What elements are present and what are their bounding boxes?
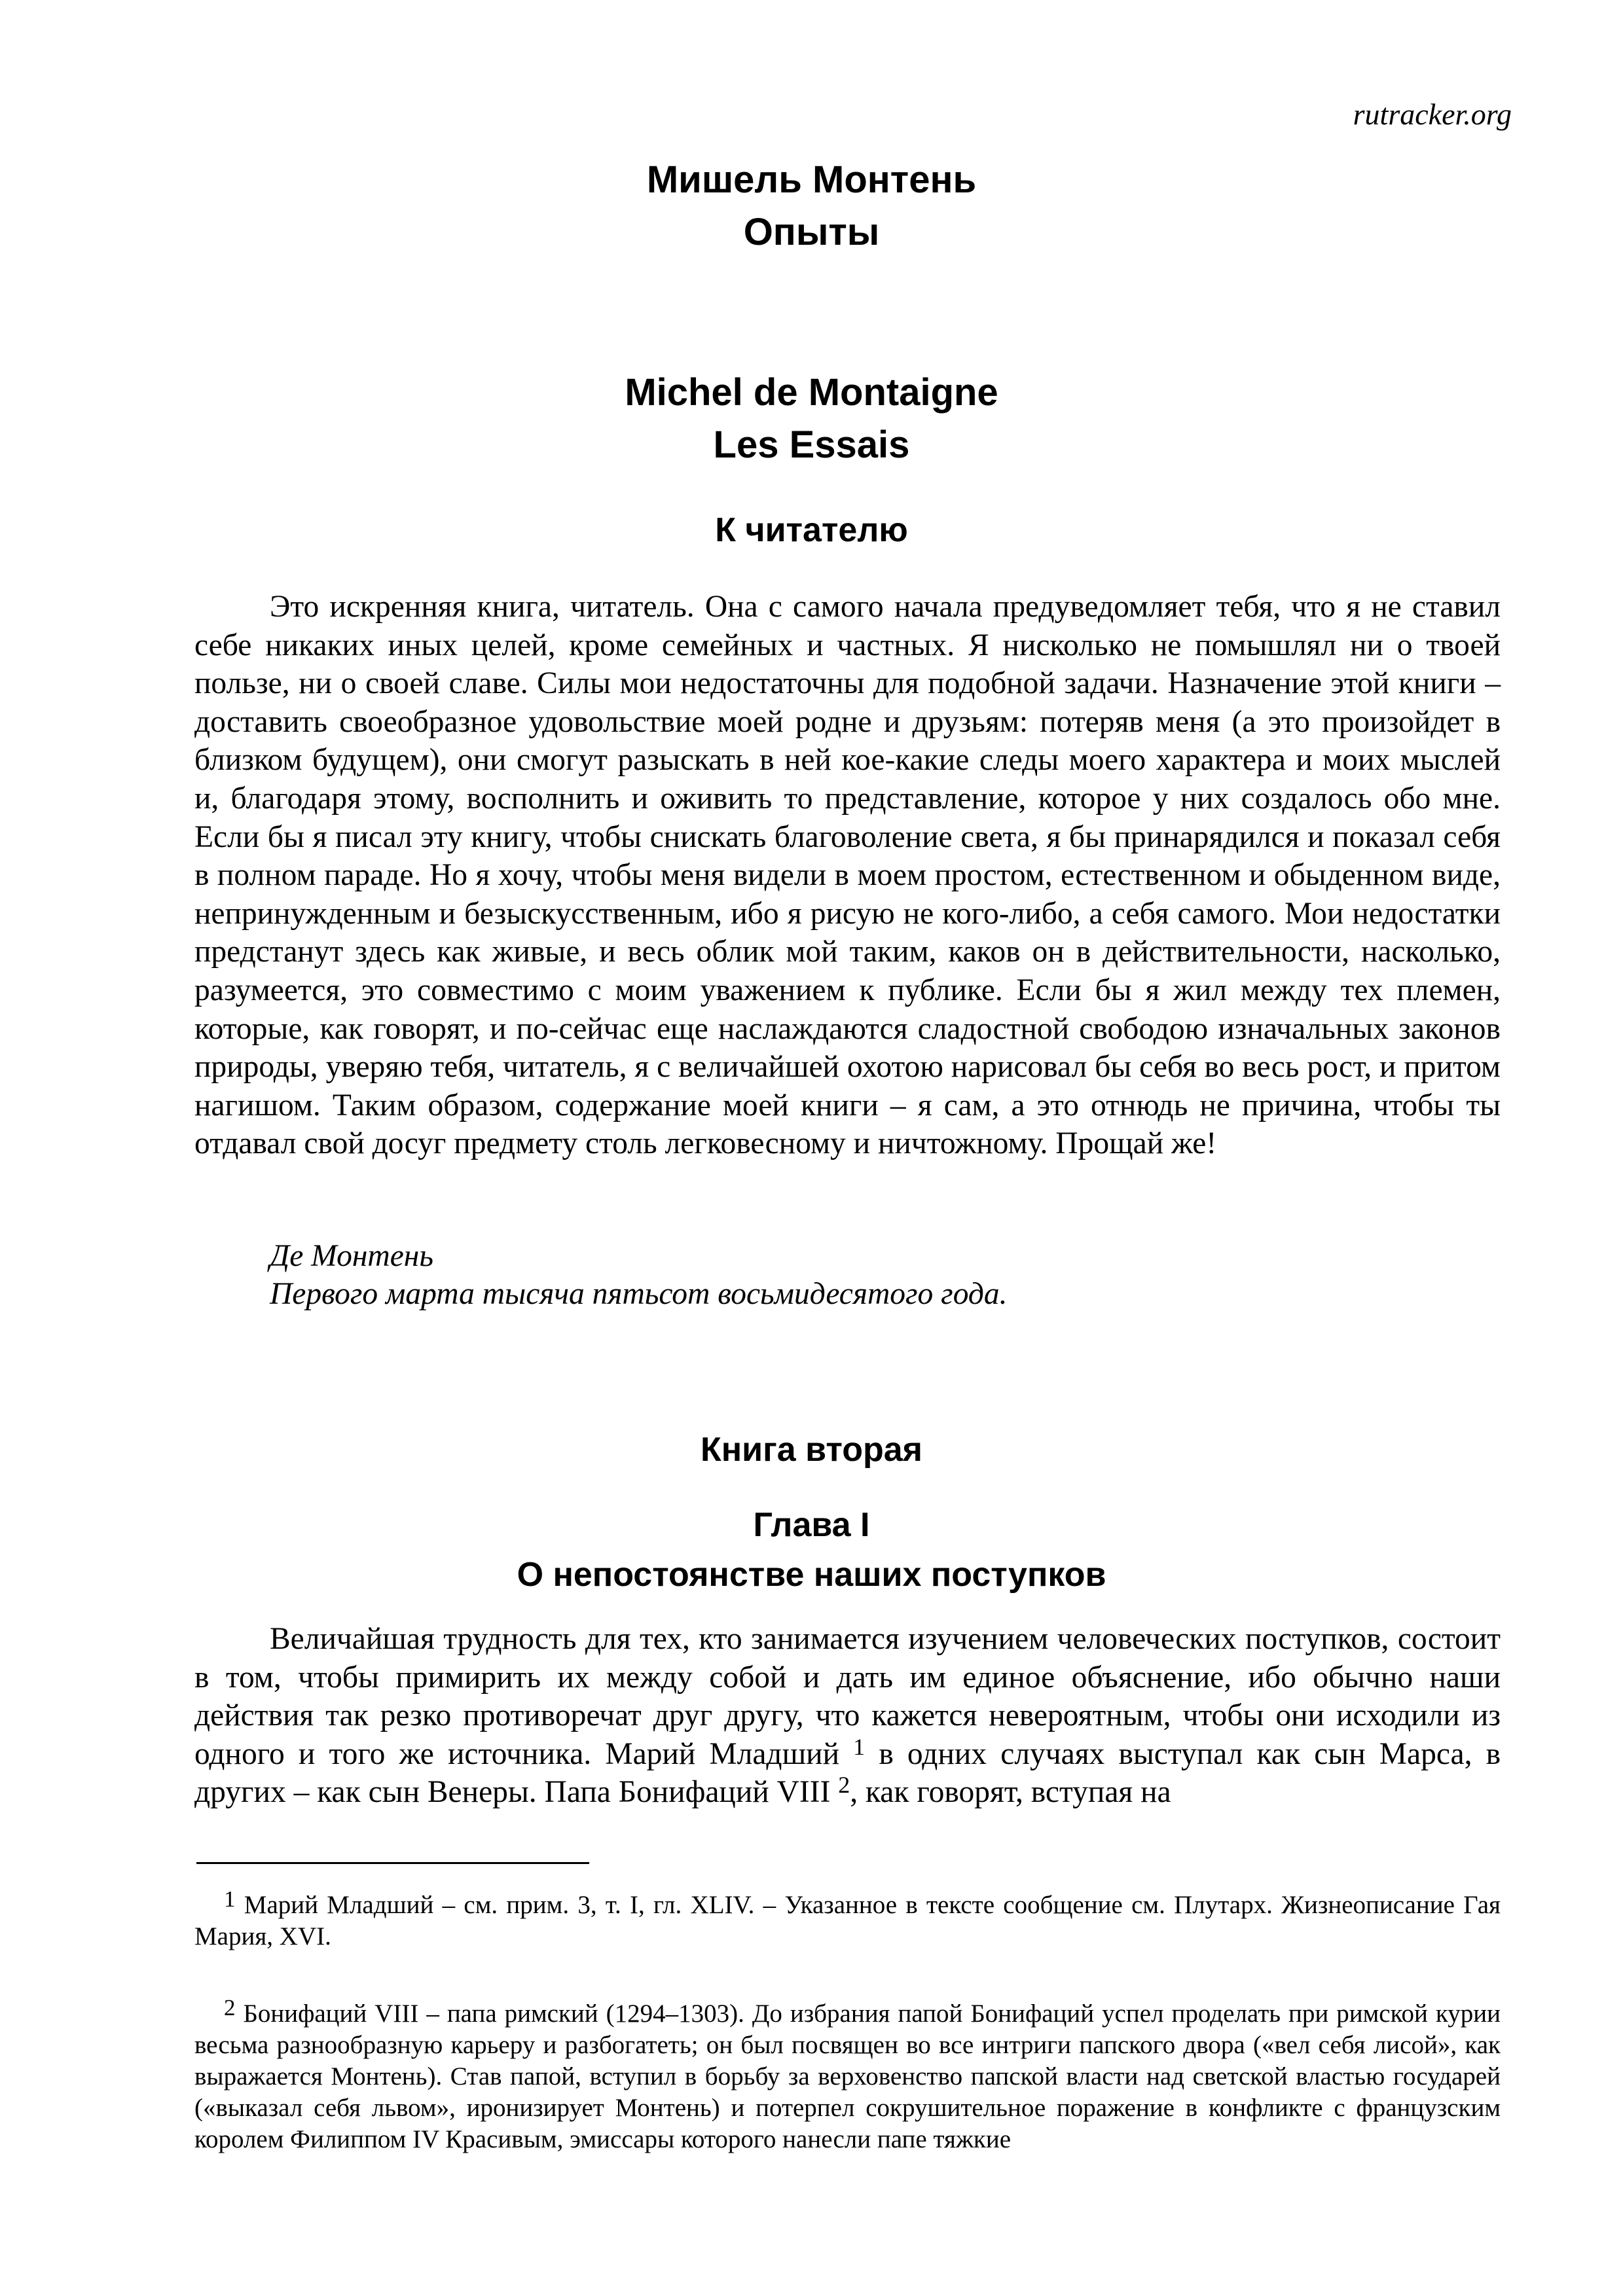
chapter-number: Глава I	[753, 1506, 870, 1544]
preface-date: Первого марта тысяча пятьсот восьмидесятого года.	[270, 1277, 1008, 1311]
site-watermark: rutracker.org	[1353, 98, 1512, 131]
footnote-divider	[196, 1862, 589, 1864]
chapter-text-part2: в одних случаях выступал как сын Марса, в других – как сын Венеры. Папа Бонифаций VIII	[194, 1736, 1501, 1810]
original-author-name: Michel de Montaigne	[625, 371, 998, 414]
work-title: Опыты	[743, 211, 880, 253]
chapter-title: О непостоянстве наших поступков	[517, 1556, 1106, 1594]
original-work-title: Les Essais	[713, 423, 910, 466]
footnote-ref-1[interactable]: 1	[853, 1733, 866, 1760]
footnote-ref-2[interactable]: 2	[838, 1772, 850, 1799]
footnote-1	[194, 1886, 1501, 1952]
book-title	[0, 154, 1623, 259]
preface-heading: К читателю	[715, 511, 908, 549]
chapter-paragraph	[194, 1620, 1501, 1812]
author-name: Мишель Монтень	[646, 158, 977, 201]
footnote-1-number: 1	[224, 1886, 236, 1912]
chapter-text-part1: Величайшая трудность для тех, кто занимается изучением человеческих поступков, состоит в том, чтобы примирить их между собой и дать им единое объяснение, ибо обычно наши действия так резко противоречат друг другу, что кажется невероятным, чтобы они исходили из одного и того же источника. Марий Младший	[194, 1622, 1501, 1771]
footnote-2-number: 2	[224, 1995, 236, 2020]
footnote-2	[194, 1995, 1501, 2155]
book-heading: Книга вторая	[701, 1431, 922, 1469]
preface-signature: Де Монтень	[270, 1239, 433, 1273]
chapter-heading	[0, 1500, 1623, 1600]
chapter-text-part3: , как говорят, вступая на	[850, 1775, 1171, 1810]
footnote-2-text: Бонифаций VIII – папа римский (1294–1303). До избрания папой Бонифаций успел проделать при римской курии весьма разнообразную карьеру и разбогатеть; он был посвящен во все интриги папского двора («вел себя лисой», как выражается Монтень). Став папой, вступил в борьбу за верховенство папской власти над светской властью государей («выказал себя львом», иронизирует Монтень) и потерпел сокрушительное поражение в конфликте с французским королем Филиппом IV Красивым, эмиссары которого нанесли папе тяжкие	[194, 2000, 1501, 2153]
preface-paragraph: Это искренняя книга, читатель. Она с самого начала предуведомляет тебя, что я не ставил себе никаких иных целей, кроме семейных и частных. Я нисколько не помышлял ни о твоей пользе, ни о своей славе. Силы мои недостаточны для подобной задачи. Назначение этой книги – доставить своеобразное удовольствие моей родне и друзьям: потеряв меня (а это произойдет в близком будущем), они смогут разыскать в ней кое-какие следы моего характера и моих мыслей и, благодаря этому, восполнить и оживить то представление, которое у них создалось обо мне. Если бы я писал эту книгу, чтобы снискать благоволение света, я бы принарядился и показал себя в полном параде. Но я хочу, чтобы меня видели в моем простом, естественном и обыденном виде, непринужденным и безыскусственным, ибо я рисую не кого-либо, а себя самого. Мои недостатки предстанут здесь как живые, и весь облик мой таким, каков он в действительности, насколько, разумеется, это совместимо с моим уважением к публике. Если бы я жил между тех племен, которые, как говорят, и по-сейчас еще наслаждаются сладостной свободою изначальных законов природы, уверяю тебя, читатель, я с величайшей охотою нарисовал бы себя во весь рост, и притом нагишом. Таким образом, содержание моей книги – я сам, а это отнюдь не причина, чтобы ты отдавал свой досуг предмету столь легковесному и ничтожному. Прощай же!	[194, 590, 1501, 1161]
footnote-1-text: Марий Младший – см. прим. 3, т. I, гл. XLIV. – Указанное в тексте сообщение см. Плутарх. Жизнеописание Гая Мария, XVI.	[194, 1891, 1501, 1950]
original-title	[0, 367, 1623, 471]
